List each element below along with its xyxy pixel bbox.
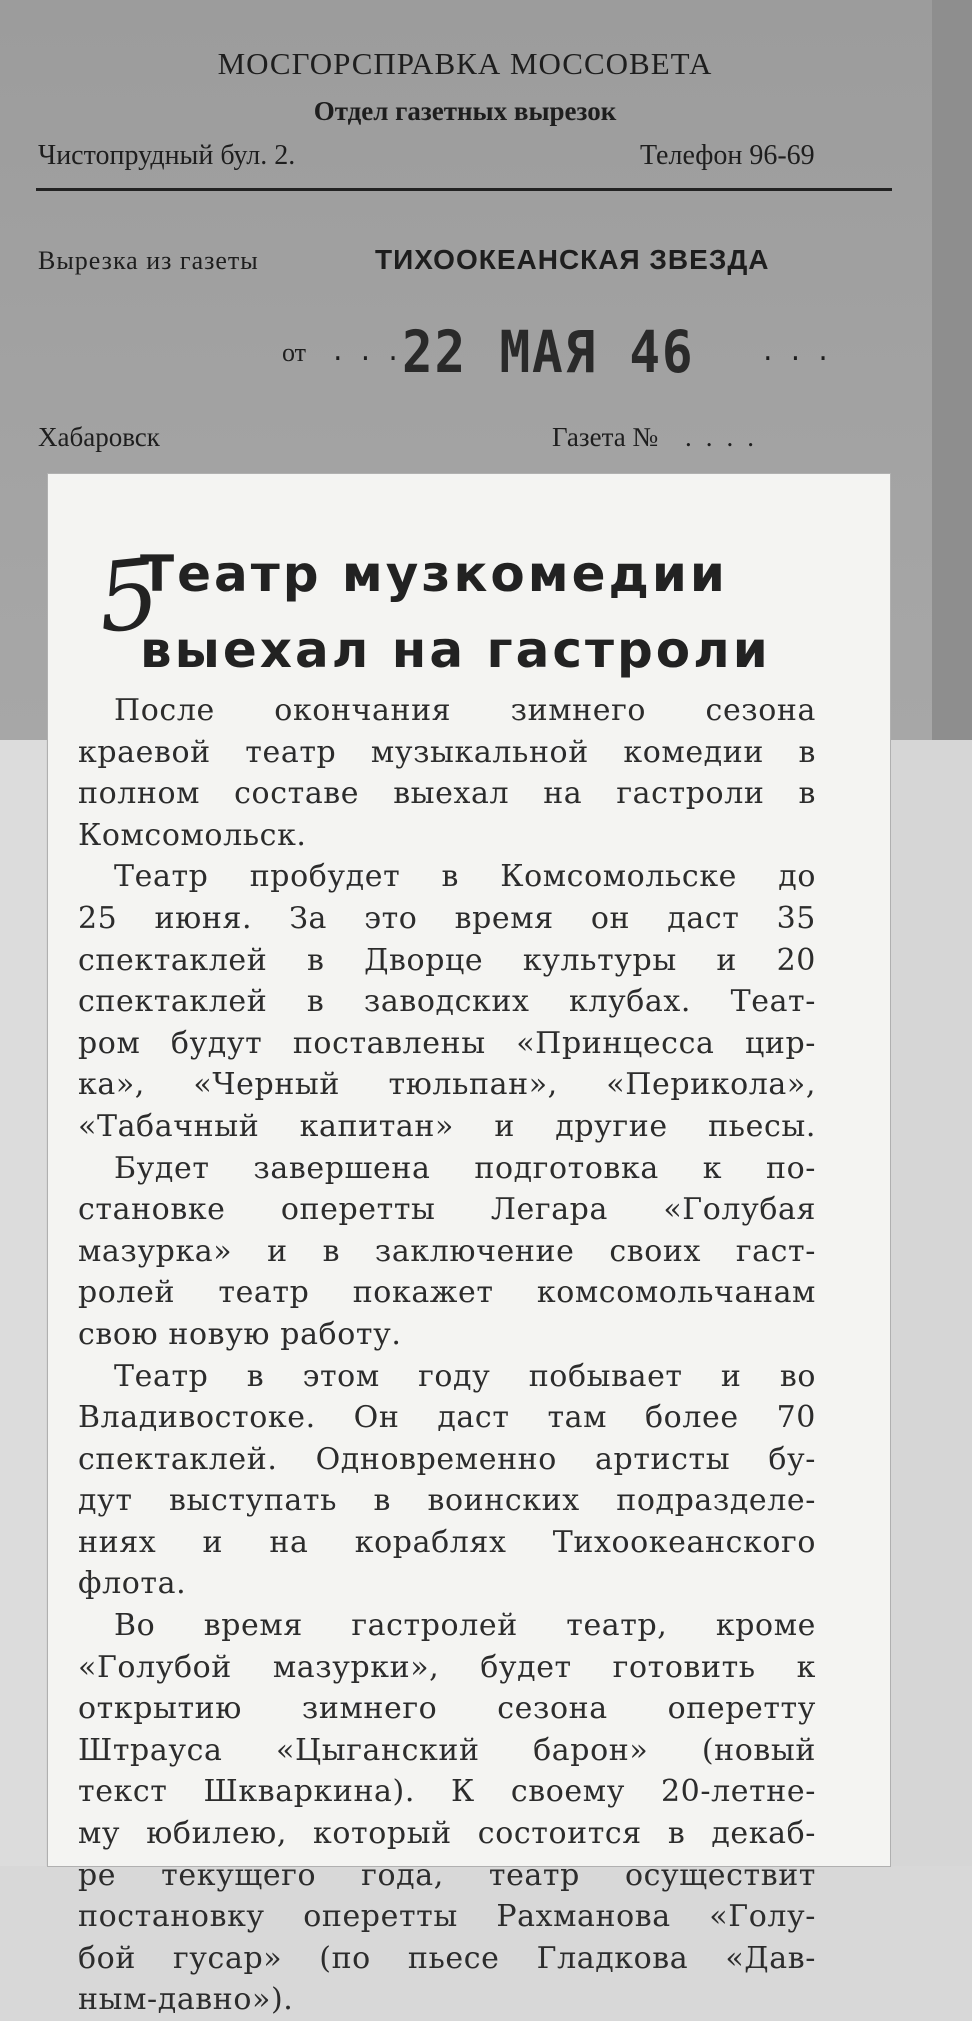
article-line: Владивостоке. Он даст там более 70 xyxy=(78,1400,816,1436)
article-line: «Голубой мазурки», будет готовить к xyxy=(78,1649,816,1685)
headline-line: Театр музкомедии xyxy=(140,545,728,603)
clip-label: Вырезка из газеты xyxy=(38,246,259,275)
issue-dots: .... xyxy=(684,422,768,452)
article-line: полном составе выехал на гастроли в xyxy=(78,776,816,812)
issue-label: Газета № xyxy=(552,422,659,452)
newspaper-name: ТИХООКЕАНСКАЯ ЗВЕЗДА xyxy=(375,244,770,275)
article-line: становке оперетты Легара «Голубая xyxy=(78,1192,816,1228)
date-dots-left: ... xyxy=(330,338,413,368)
date-stamp: 22 МАЯ 46 xyxy=(402,318,695,386)
article-line: ниях и на кораблях Тихоокеанского xyxy=(78,1524,816,1560)
article-line: бой гусар» (по пьесе Гладкова «Дав- xyxy=(78,1940,816,1976)
article-line: краевой театр музыкальной комедии в xyxy=(78,734,816,770)
address: Чистопрудный бул. 2. xyxy=(38,140,296,171)
date-dots-right: ... xyxy=(760,338,843,368)
article-line: постановку оперетты Рахманова «Голу- xyxy=(78,1899,816,1935)
article-line: Театр в этом году побывает и во xyxy=(114,1358,816,1394)
city: Хабаровск xyxy=(38,422,160,452)
headline-line: выехал на гастроли xyxy=(140,621,771,679)
article-line: ка», «Черный тюльпан», «Перикола», xyxy=(78,1067,816,1103)
article-line: Штрауса «Цыганский барон» (новый xyxy=(78,1732,816,1768)
article-line: мазурка» и в заключение своих гаст- xyxy=(78,1233,816,1269)
department-name: Отдел газетных вырезок xyxy=(313,96,617,126)
article-line: флота. xyxy=(78,1566,187,1602)
backing-left-strip xyxy=(0,740,46,1866)
article-headline xyxy=(140,536,860,688)
article-line: 25 июня. За это время он даст 35 xyxy=(78,900,816,936)
article-line: Будет завершена подготовка к по- xyxy=(114,1150,816,1186)
organization-name: МОСГОРСПРАВКА МОССОВЕТА xyxy=(217,46,713,81)
article-line: спектаклей. Одновременно артисты бу- xyxy=(78,1441,816,1477)
date-label: от xyxy=(282,338,307,367)
issue-number-label xyxy=(552,422,768,453)
sheet-edge xyxy=(932,0,972,740)
handwritten-number: 5 xyxy=(92,537,165,655)
article-body xyxy=(78,690,816,2021)
article-line: дут выступать в воинских подразделе- xyxy=(78,1483,816,1519)
article-line: «Табачный капитан» и другие пьесы. xyxy=(78,1108,816,1144)
article-line: Комсомольск. xyxy=(78,817,307,853)
article-line: спектаклей в заводских клубах. Теат- xyxy=(78,984,816,1020)
article-line: спектаклей в Дворце культуры и 20 xyxy=(78,942,816,978)
article-line: ром будут поставлены «Принцесса цир- xyxy=(78,1025,816,1061)
article-line: Во время гастролей театр, кроме xyxy=(114,1608,816,1644)
article-line: му юбилею, который состоится в декаб- xyxy=(78,1816,816,1852)
phone-number: Телефон 96-69 xyxy=(640,140,815,171)
article-line: ным-давно»). xyxy=(78,1982,294,2018)
article-line: текст Шкваркина). К своему 20-летне- xyxy=(78,1774,816,1810)
article-line: открытию зимнего сезона оперетту xyxy=(78,1691,816,1727)
header-divider xyxy=(36,188,892,191)
article-line: ре текущего года, театр осуществит xyxy=(78,1857,816,1893)
article-line: Театр пробудет в Комсомольске до xyxy=(114,859,816,895)
article-line: свою новую работу. xyxy=(78,1316,402,1352)
article-line: ролей театр покажет комсомольчанам xyxy=(78,1275,816,1311)
article-line: После окончания зимнего сезона xyxy=(114,693,816,728)
